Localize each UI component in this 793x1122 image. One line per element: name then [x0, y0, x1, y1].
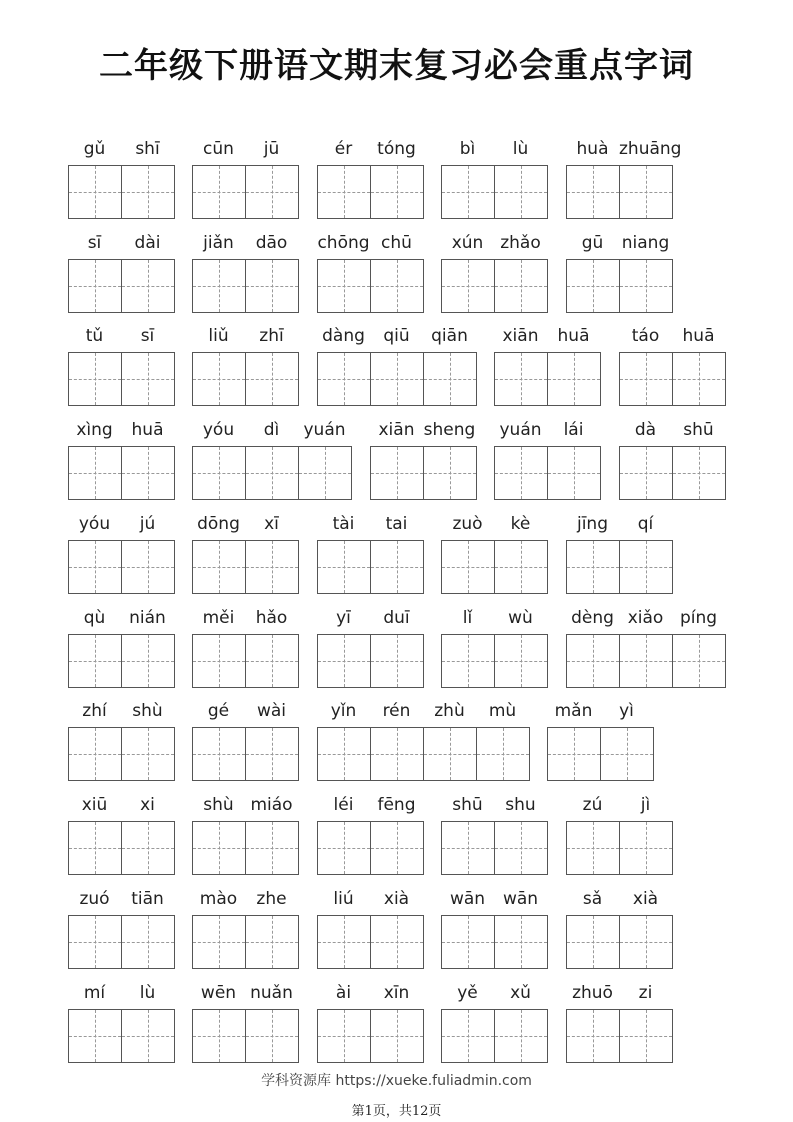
tianzige-cell [317, 540, 371, 594]
tianzige-cell [441, 165, 495, 219]
tianzige-cell [370, 821, 424, 875]
pinyin-syllable: ér [334, 139, 353, 159]
pinyin-syllable: yì [619, 701, 634, 721]
footer-page-number: 第1页，共12页 [351, 1104, 442, 1119]
tianzige-cell [245, 540, 299, 594]
pinyin-syllable: yǐn [330, 701, 357, 721]
tianzige-cell [121, 727, 175, 781]
tianzige-cell [619, 165, 673, 219]
pinyin-syllable: xiān [378, 420, 415, 440]
pinyin-syllable: dāo [255, 233, 288, 253]
tianzige-cell [317, 727, 371, 781]
writing-boxes [566, 540, 673, 594]
tianzige-cell [370, 540, 424, 594]
tianzige-cell [317, 259, 371, 313]
writing-boxes [68, 165, 175, 219]
writing-boxes [317, 165, 424, 219]
pinyin-syllable: huā [682, 326, 715, 346]
pinyin-syllable: wān [502, 889, 539, 909]
pinyin-syllable: mí [83, 983, 106, 1003]
writing-boxes [192, 259, 299, 313]
pinyin-syllable: zi [638, 983, 653, 1003]
pinyin-syllable: cūn [203, 139, 234, 159]
tianzige-cell [68, 352, 122, 406]
pinyin-syllable: zuó [79, 889, 110, 909]
tianzige-cell [192, 1009, 246, 1063]
writing-boxes [68, 446, 175, 500]
writing-boxes [317, 352, 477, 406]
tianzige-cell [619, 446, 673, 500]
tianzige-cell [192, 352, 246, 406]
pinyin-syllable: yóu [78, 514, 111, 534]
writing-boxes [317, 1009, 424, 1063]
pinyin-syllable: léi [333, 795, 354, 815]
pinyin-syllable: wài [256, 701, 287, 721]
tianzige-cell [317, 821, 371, 875]
writing-boxes [192, 352, 299, 406]
pinyin-syllable: shī [135, 139, 160, 159]
tianzige-cell [547, 352, 601, 406]
pinyin-syllable: ài [335, 983, 352, 1003]
pinyin-syllable: duī [383, 608, 410, 628]
writing-boxes [317, 634, 424, 688]
tianzige-cell [192, 915, 246, 969]
pinyin-syllable: shū [452, 795, 483, 815]
writing-boxes [317, 540, 424, 594]
tianzige-cell [245, 915, 299, 969]
pinyin-syllable: xià [632, 889, 659, 909]
tianzige-cell [121, 165, 175, 219]
pinyin-syllable: xìng [76, 420, 113, 440]
pinyin-syllable: dèng [571, 608, 614, 628]
pinyin-syllable: gǔ [83, 139, 106, 159]
pinyin-syllable: dàng [322, 326, 365, 346]
pinyin-syllable: tǔ [85, 326, 104, 346]
writing-boxes [441, 915, 548, 969]
pinyin-syllable: shu [505, 795, 536, 815]
writing-boxes [68, 915, 175, 969]
tianzige-cell [441, 259, 495, 313]
pinyin-syllable: jú [139, 514, 156, 534]
pinyin-syllable: jì [640, 795, 651, 815]
writing-boxes [566, 165, 673, 219]
pinyin-syllable: sī [140, 326, 155, 346]
tianzige-cell [68, 259, 122, 313]
tianzige-cell [566, 821, 620, 875]
tianzige-cell [68, 165, 122, 219]
pinyin-syllable: lù [139, 983, 156, 1003]
tianzige-cell [245, 259, 299, 313]
writing-boxes [441, 634, 548, 688]
pinyin-syllable: shū [683, 420, 714, 440]
writing-boxes [317, 259, 424, 313]
tianzige-cell [600, 727, 654, 781]
tianzige-cell [121, 259, 175, 313]
pinyin-syllable: xià [383, 889, 410, 909]
tianzige-cell [619, 352, 673, 406]
pinyin-syllable: xǔ [510, 983, 531, 1003]
tianzige-cell [494, 1009, 548, 1063]
writing-boxes [566, 1009, 673, 1063]
pinyin-syllable: mù [488, 701, 517, 721]
tianzige-cell [68, 446, 122, 500]
tianzige-cell [441, 915, 495, 969]
pinyin-syllable: dà [634, 420, 657, 440]
tianzige-cell [192, 821, 246, 875]
pinyin-syllable: sǎ [582, 889, 603, 909]
tianzige-cell [441, 1009, 495, 1063]
writing-boxes [192, 727, 299, 781]
tianzige-cell [370, 727, 424, 781]
tianzige-cell [192, 446, 246, 500]
pinyin-syllable: nuǎn [250, 983, 293, 1003]
pinyin-syllable: huā [131, 420, 164, 440]
pinyin-syllable: xún [451, 233, 484, 253]
tianzige-cell [245, 821, 299, 875]
tianzige-cell [245, 446, 299, 500]
pinyin-syllable: gū [581, 233, 604, 253]
writing-boxes [68, 634, 175, 688]
pinyin-syllable: dài [134, 233, 161, 253]
tianzige-cell [192, 165, 246, 219]
tianzige-cell [494, 821, 548, 875]
pinyin-syllable: tiān [131, 889, 164, 909]
writing-boxes [566, 634, 726, 688]
pinyin-syllable: tai [385, 514, 408, 534]
tianzige-cell [566, 915, 620, 969]
tianzige-cell [68, 821, 122, 875]
writing-boxes [192, 540, 299, 594]
pinyin-syllable: xiǎo [627, 608, 664, 628]
tianzige-cell [672, 352, 726, 406]
tianzige-cell [245, 352, 299, 406]
tianzige-cell [547, 727, 601, 781]
pinyin-syllable: chū [381, 233, 412, 253]
writing-boxes [547, 727, 654, 781]
pinyin-syllable: qù [83, 608, 106, 628]
pinyin-syllable: xī [264, 514, 279, 534]
writing-boxes [68, 1009, 175, 1063]
tianzige-cell [619, 634, 673, 688]
pinyin-syllable: kè [510, 514, 531, 534]
writing-boxes [441, 165, 548, 219]
tianzige-cell [317, 352, 371, 406]
tianzige-cell [370, 915, 424, 969]
tianzige-cell [68, 634, 122, 688]
writing-boxes [494, 446, 601, 500]
pinyin-syllable: mǎn [554, 701, 593, 721]
pinyin-syllable: shù [203, 795, 234, 815]
writing-boxes [441, 540, 548, 594]
pinyin-syllable: qí [637, 514, 654, 534]
writing-boxes [192, 821, 299, 875]
tianzige-cell [441, 821, 495, 875]
pinyin-syllable: hǎo [255, 608, 288, 628]
pinyin-syllable: mào [199, 889, 238, 909]
pinyin-syllable: píng [679, 608, 718, 628]
tianzige-cell [245, 727, 299, 781]
pinyin-syllable: fēng [377, 795, 416, 815]
pinyin-syllable: nián [129, 608, 166, 628]
footer-site: 学科资源库 https://xueke.fuliadmin.com [261, 1073, 532, 1089]
tianzige-cell [619, 259, 673, 313]
tianzige-cell [192, 540, 246, 594]
writing-boxes [192, 634, 299, 688]
writing-boxes [441, 259, 548, 313]
pinyin-syllable: lái [563, 420, 584, 440]
tianzige-cell [672, 634, 726, 688]
pinyin-syllable: tóng [377, 139, 416, 159]
tianzige-cell [317, 165, 371, 219]
writing-boxes [317, 915, 424, 969]
page-title: 二年级下册语文期末复习必会重点字词 [99, 46, 694, 86]
writing-boxes [619, 446, 726, 500]
pinyin-syllable: huà [576, 139, 609, 159]
pinyin-syllable: sī [87, 233, 102, 253]
tianzige-cell [192, 727, 246, 781]
writing-boxes [619, 352, 726, 406]
pinyin-syllable: yuán [303, 420, 346, 440]
tianzige-cell [68, 915, 122, 969]
tianzige-cell [121, 634, 175, 688]
pinyin-syllable: xi [140, 795, 155, 815]
writing-boxes [566, 915, 673, 969]
writing-boxes [441, 821, 548, 875]
pinyin-syllable: rén [382, 701, 411, 721]
pinyin-syllable: dōng [197, 514, 240, 534]
tianzige-cell [121, 540, 175, 594]
writing-boxes [370, 446, 477, 500]
pinyin-syllable: lù [512, 139, 529, 159]
writing-boxes [566, 821, 673, 875]
tianzige-cell [566, 165, 620, 219]
pinyin-syllable: jiǎn [203, 233, 234, 253]
tianzige-cell [245, 1009, 299, 1063]
pinyin-syllable: zuò [452, 514, 483, 534]
tianzige-cell [494, 165, 548, 219]
tianzige-cell [245, 634, 299, 688]
writing-boxes [192, 165, 299, 219]
writing-boxes [441, 1009, 548, 1063]
pinyin-syllable: chōng [317, 233, 370, 253]
pinyin-syllable: yī [336, 608, 351, 628]
tianzige-cell [68, 540, 122, 594]
writing-boxes [317, 821, 424, 875]
pinyin-syllable: zhuāng [619, 139, 682, 159]
tianzige-cell [566, 634, 620, 688]
tianzige-cell [566, 540, 620, 594]
tianzige-cell [370, 1009, 424, 1063]
tianzige-cell [121, 821, 175, 875]
pinyin-syllable: zú [582, 795, 603, 815]
tianzige-cell [317, 1009, 371, 1063]
tianzige-cell [192, 634, 246, 688]
tianzige-cell [317, 634, 371, 688]
tianzige-cell [494, 540, 548, 594]
pinyin-syllable: wān [449, 889, 486, 909]
tianzige-cell [619, 915, 673, 969]
writing-boxes [68, 540, 175, 594]
writing-boxes [68, 727, 175, 781]
writing-boxes [192, 915, 299, 969]
pinyin-syllable: zhǎo [500, 233, 541, 253]
tianzige-cell [476, 727, 530, 781]
tianzige-cell [192, 259, 246, 313]
tianzige-cell [494, 915, 548, 969]
tianzige-cell [423, 727, 477, 781]
pinyin-syllable: xiū [81, 795, 108, 815]
pinyin-syllable: dì [263, 420, 280, 440]
tianzige-cell [370, 446, 424, 500]
writing-boxes [494, 352, 601, 406]
tianzige-cell [121, 352, 175, 406]
pinyin-syllable: lǐ [462, 608, 473, 628]
writing-boxes [192, 446, 352, 500]
tianzige-cell [245, 165, 299, 219]
pinyin-syllable: zhuō [572, 983, 613, 1003]
pinyin-syllable: táo [631, 326, 660, 346]
pinyin-syllable: liǔ [208, 326, 229, 346]
pinyin-syllable: shù [132, 701, 163, 721]
tianzige-cell [423, 352, 477, 406]
tianzige-cell [423, 446, 477, 500]
tianzige-cell [121, 915, 175, 969]
tianzige-cell [441, 634, 495, 688]
pinyin-syllable: liú [333, 889, 354, 909]
pinyin-syllable: xiān [502, 326, 539, 346]
pinyin-syllable: wù [508, 608, 533, 628]
writing-boxes [566, 259, 673, 313]
pinyin-syllable: zhí [82, 701, 107, 721]
writing-boxes [192, 1009, 299, 1063]
pinyin-syllable: měi [202, 608, 235, 628]
pinyin-syllable: zhù [434, 701, 465, 721]
tianzige-cell [494, 634, 548, 688]
tianzige-cell [370, 352, 424, 406]
pinyin-syllable: huā [557, 326, 590, 346]
pinyin-syllable: zhe [256, 889, 287, 909]
pinyin-syllable: yuán [499, 420, 542, 440]
writing-boxes [68, 259, 175, 313]
tianzige-cell [494, 446, 548, 500]
pinyin-syllable: yě [457, 983, 478, 1003]
tianzige-cell [494, 259, 548, 313]
tianzige-cell [566, 1009, 620, 1063]
tianzige-cell [68, 1009, 122, 1063]
tianzige-cell [317, 915, 371, 969]
pinyin-syllable: miáo [250, 795, 293, 815]
tianzige-cell [441, 540, 495, 594]
tianzige-cell [619, 1009, 673, 1063]
pinyin-syllable: jīng [576, 514, 608, 534]
pinyin-syllable: jū [263, 139, 280, 159]
tianzige-cell [547, 446, 601, 500]
writing-boxes [68, 821, 175, 875]
writing-boxes [317, 727, 530, 781]
tianzige-cell [566, 259, 620, 313]
pinyin-syllable: yóu [202, 420, 235, 440]
tianzige-cell [672, 446, 726, 500]
pinyin-syllable: niang [621, 233, 670, 253]
pinyin-syllable: sheng [423, 420, 476, 440]
pinyin-syllable: wēn [200, 983, 237, 1003]
pinyin-syllable: qiān [431, 326, 468, 346]
writing-boxes [68, 352, 175, 406]
tianzige-cell [619, 540, 673, 594]
pinyin-syllable: xīn [383, 983, 410, 1003]
tianzige-cell [370, 165, 424, 219]
tianzige-cell [68, 727, 122, 781]
tianzige-cell [370, 634, 424, 688]
pinyin-syllable: bì [459, 139, 476, 159]
tianzige-cell [619, 821, 673, 875]
pinyin-syllable: qiū [383, 326, 410, 346]
tianzige-cell [370, 259, 424, 313]
pinyin-syllable: gé [207, 701, 230, 721]
tianzige-cell [121, 446, 175, 500]
pinyin-syllable: tài [332, 514, 355, 534]
tianzige-cell [298, 446, 352, 500]
pinyin-syllable: zhī [259, 326, 284, 346]
tianzige-cell [494, 352, 548, 406]
tianzige-cell [121, 1009, 175, 1063]
